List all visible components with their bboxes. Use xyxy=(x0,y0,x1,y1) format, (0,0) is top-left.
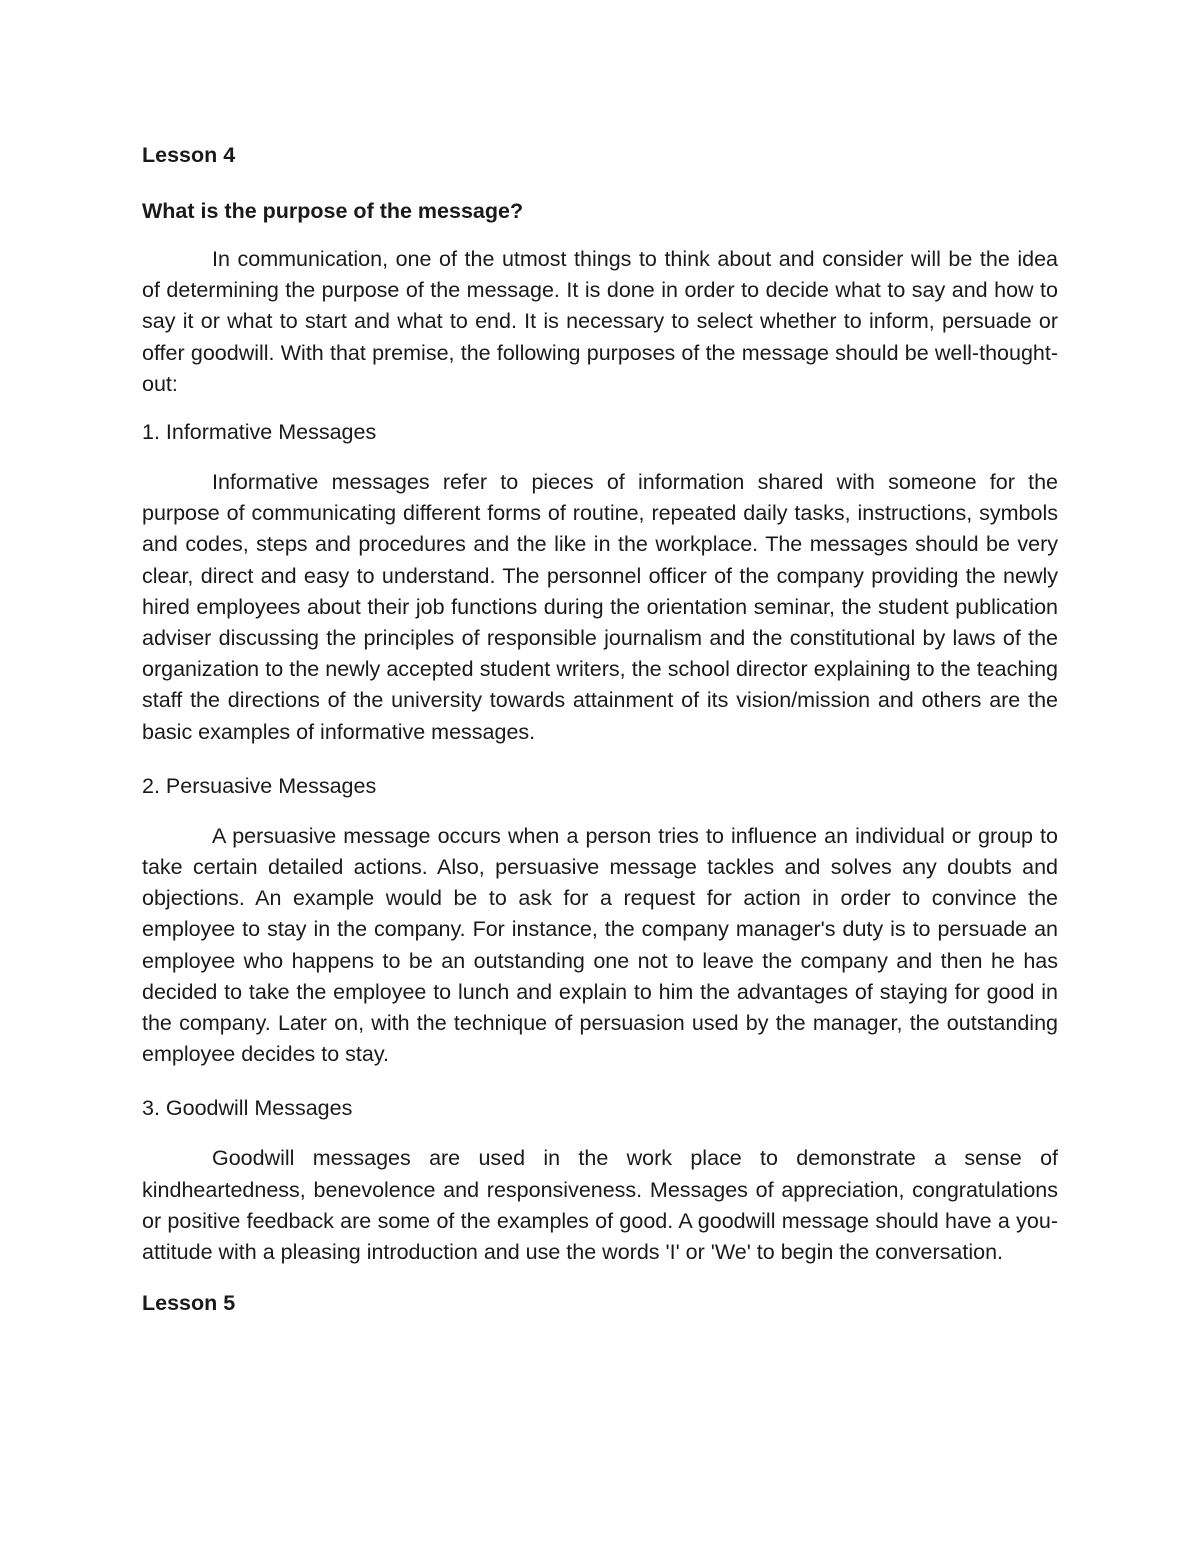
document-page xyxy=(142,140,1058,1344)
persuasive-messages-paragraph: A persuasive message occurs when a person tries to influence an individual or group to take certain detailed actions. Also, persuasive message tackles and solves any doubts and objections. An example would be to ask for a request for action in order to convince the employee to stay in the company. For instance, the company manager's duty is to persuade an employee who happens to be an outstanding one not to leave the company and then he has decided to take the employee to lunch and explain to him the advantages of staying for good in the company. Later on, with the technique of persuasion used by the manager, the outstanding employee decides to stay. xyxy=(142,823,1058,1067)
informative-messages-heading: 1. Informative Messages xyxy=(142,420,377,445)
goodwill-messages-heading: 3. Goodwill Messages xyxy=(142,1096,353,1121)
lesson-4-title: Lesson 4 xyxy=(142,143,236,167)
goodwill-messages-paragraph: Goodwill messages are used in the work place to demonstrate a sense of kindheartedness, benevolence and responsiveness. Messages of appreciation, congratulations or positive feedback are some of the examples of good. A goodwill message should have a you-attitude with a pleasing introduction and use the words 'I' or 'We' to begin the conversation. xyxy=(142,1146,1058,1265)
persuasive-messages-heading: 2. Persuasive Messages xyxy=(142,773,377,798)
intro-paragraph: In communication, one of the utmost things to think about and consider will be the idea of determining the purpose of the message. It is done in order to decide what to say and how to say it or what to start and what to end. It is necessary to select whether to inform, persuade or offer goodwill. With that premise, the following purposes of the message should be well-thought-out: xyxy=(142,247,1058,396)
section-question-heading: What is the purpose of the message? xyxy=(142,199,524,223)
informative-messages-paragraph: Informative messages refer to pieces of information shared with someone for the purpose of communicating different forms of routine, repeated daily tasks, instructions, symbols and codes, steps and procedures and the like in the workplace. The messages should be very clear, direct and easy to understand. The personnel officer of the company providing the newly hired employees about their job functions during the orientation seminar, the student publication adviser discussing the principles of responsible journalism and the constitutional by laws of the organization to the newly accepted student writers, the school director explaining to the teaching staff the directions of the university towards attainment of its vision/mission and others are the basic examples of informative messages. xyxy=(142,470,1058,744)
lesson-5-title: Lesson 5 xyxy=(142,1291,236,1316)
